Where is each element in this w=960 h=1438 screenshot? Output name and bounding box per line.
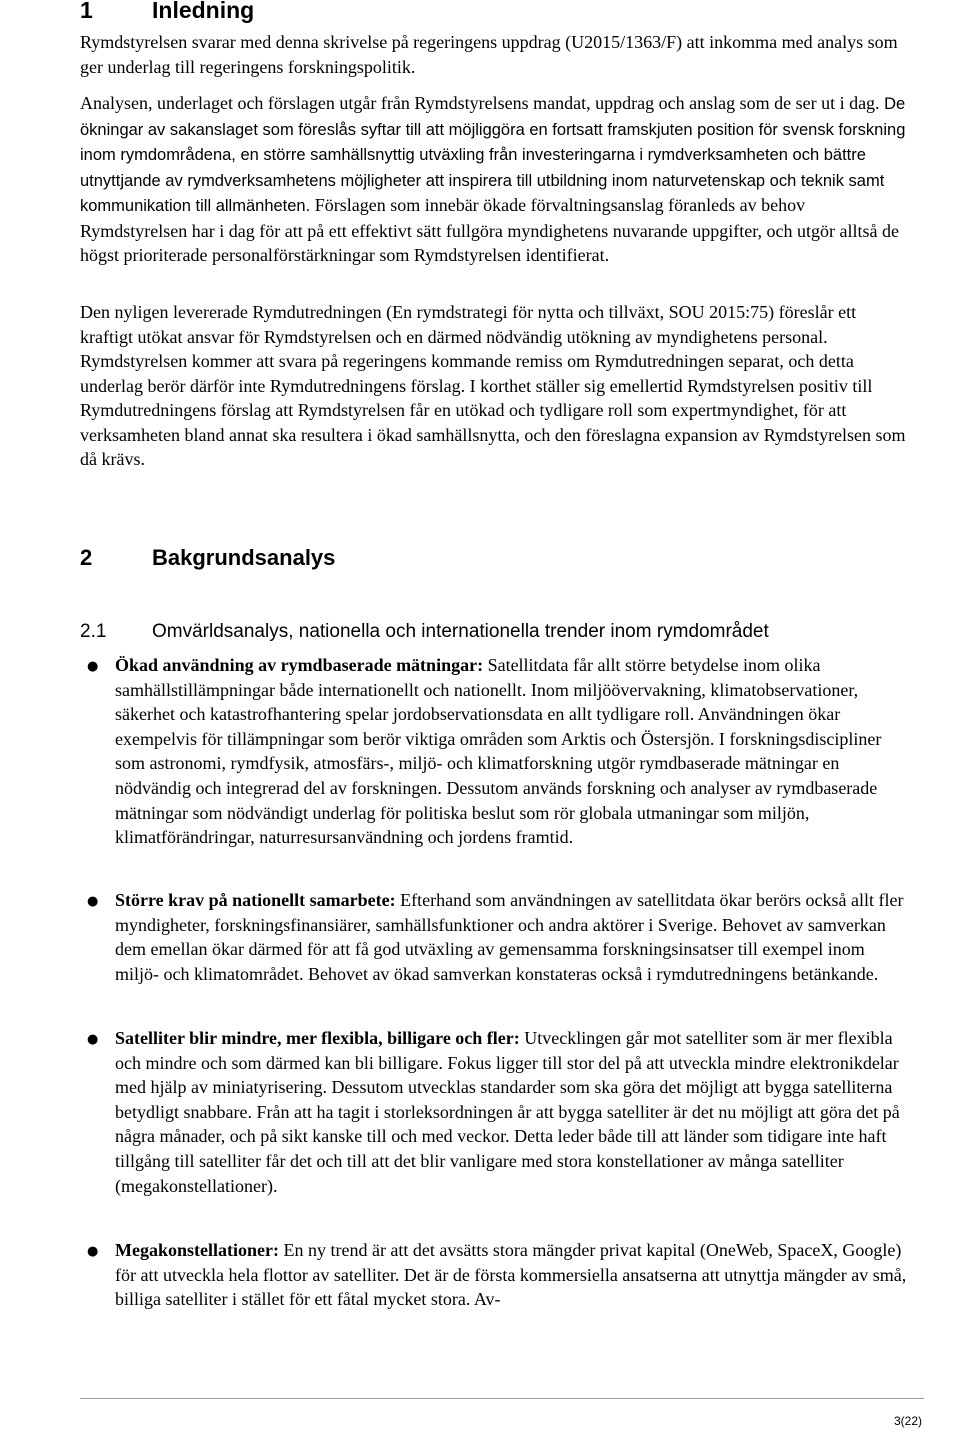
heading-title: Inledning	[152, 0, 255, 23]
footer-divider	[80, 1398, 924, 1399]
heading-number: 2	[80, 545, 93, 570]
list-item-body: En ny trend är att det avsätts stora mängder privat kapital (OneWeb, SpaceX, Google) för att utveckla hela flottor av satelliter. Det är de första kommersiella ansatserna att utnyttja mängder av små, billiga satelliter i stället för ett fåtal mycket stora. Av-	[115, 1240, 907, 1310]
bullet-icon: ●	[87, 894, 99, 909]
list-item-body: Efterhand som användningen av satellitdata ökar berörs också allt fler myndigheter, forskningsfinansiärer, samhällsfunktioner och andra aktörer i Sverige. Behovet av samverkan dem emellan ökar därmed för att få god utväxling av gemensamma forskningsinsatser till exempel inom miljö- och klimatområdet. Behovet av ökad samverkan konstateras också i rymdutredningens betänkande.	[115, 890, 904, 984]
list-item-text	[115, 1238, 909, 1312]
heading-number: 1	[80, 0, 93, 23]
heading-omvarldsanalys	[80, 620, 769, 644]
heading-title: Bakgrundsanalys	[152, 545, 336, 570]
paragraph-analysis-part-a: Analysen, underlaget och förslagen utgår från Rymdstyrelsens mandat, uppdrag och anslag som de ser ut i dag.	[80, 93, 880, 113]
list-item-text	[115, 1026, 909, 1198]
paragraph-analysis-part-c: Förslagen som innebär ökade förvaltningsanslag föranleds av behov Rymdstyrelsen har i dag för att på ett effektivt sätt fullgöra myndighetens nuvarande uppgifter, och utgör alltså de högst prioriterade personalförstärkningar som Rymdstyrelsen identifierat.	[80, 195, 899, 265]
list-item-lead: Satelliter blir mindre, mer flexibla, billigare och fler:	[115, 1028, 520, 1048]
list-item-text	[115, 653, 909, 850]
paragraph-analysis-part-b: De ökningar av sakanslaget som föreslås syftar till att möjliggöra en fortsatt framskjuten position för svensk forskning inom rymdområdena, en större samhällsnyttig utväxling från investeringarna i rymdverksamheten och bättre utnyttjande av rymdverksamhetens möjligheter att inspirera till utbildning inom naturvetenskap och teknik samt kommunikation till allmänheten.	[80, 95, 906, 215]
list-item-body: Satellitdata får allt större betydelse inom olika samhällstillämpningar både internationellt och nationellt. Inom miljöövervakning, klimatobservationer, säkerhet och katastrofhantering spelar jordobservationsdata en allt tydligare roll. Användningen ökar exempelvis för tillämpningar som berör viktiga områden som Arktis och Östersjön. I forskningsdiscipliner som astronomi, rymdfysik, atmosfärs-, miljö- och klimatforskning utgör rymdbaserade mätningar en nödvändig och integrerad del av forskningen. Dessutom används forskning och analyser av rymdbaserade mätningar som nödvändigt underlag för politiska beslut som rör globala utmaningar som miljön, klimatförändringar, naturresursanvändning och jordens framtid.	[115, 655, 882, 848]
heading-number: 2.1	[80, 621, 107, 642]
list-item-lead: Megakonstellationer:	[115, 1240, 279, 1260]
paragraph-rymdutredningen: Den nyligen levererade Rymdutredningen (En rymdstrategi för nytta och tillväxt, SOU 2015:75) föreslår ett kraftigt utökat ansvar för Rymdstyrelsen och en därmed nödvändig utökning av myndighetens personal. Rymdstyrelsen kommer att svara på regeringens kommande remiss om Rymdutredningen separat, och detta underlag berör därför inte Rymdutredningens förslag. I korthet ställer sig emellertid Rymdstyrelsen positiv till Rymdutredningens förslag att Rymdstyrelsen får en utökad och tydligare roll som expertmyndighet, för att verksamheten bland annat ska resultera i ökad samhällsnytta, och den föreslagna expansion av Rymdstyrelsen som då krävs.	[80, 302, 906, 469]
list-item-body: Utvecklingen går mot satelliter som är mer flexibla och mindre och som därmed kan bli billigare. Fokus ligger till stor del på att utveckla mindre elektronikdelar med hjälp av miniatyrisering. Dessutom utvecklas standarder som ska göra det möjligt att bygga satelliterna betydligt snabbare. Från att ha tagit i storleksordningen år att bygga satelliter är det nu möjligt att göra det på några månader, och på sikt kanske till och med veckor. Detta leder både till att länder som tidigare inte haft tillgång till satelliter får det och till att det blir vanligare med stora konstellationer av många satelliter (megakonstellationer).	[115, 1028, 900, 1196]
page-number: 3(22)	[893, 1414, 922, 1428]
bullet-icon: ●	[87, 1244, 99, 1259]
list-item-lead: Större krav på nationellt samarbete:	[115, 890, 396, 910]
heading-title: Omvärldsanalys, nationella och internationella trender inom rymdområdet	[152, 621, 769, 642]
paragraph-intro: Rymdstyrelsen svarar med denna skrivelse på regeringens uppdrag (U2015/1363/F) att inkomma med analys som ger underlag till regeringens forskningspolitik.	[80, 32, 898, 77]
bullet-icon: ●	[87, 659, 99, 674]
list-item-lead: Ökad användning av rymdbaserade mätningar:	[115, 655, 484, 675]
paragraph-analysis	[80, 91, 906, 268]
bullet-icon: ●	[87, 1032, 99, 1047]
list-item-text	[115, 888, 909, 986]
heading-inledning	[80, 0, 254, 24]
heading-bakgrundsanalys	[80, 544, 335, 572]
